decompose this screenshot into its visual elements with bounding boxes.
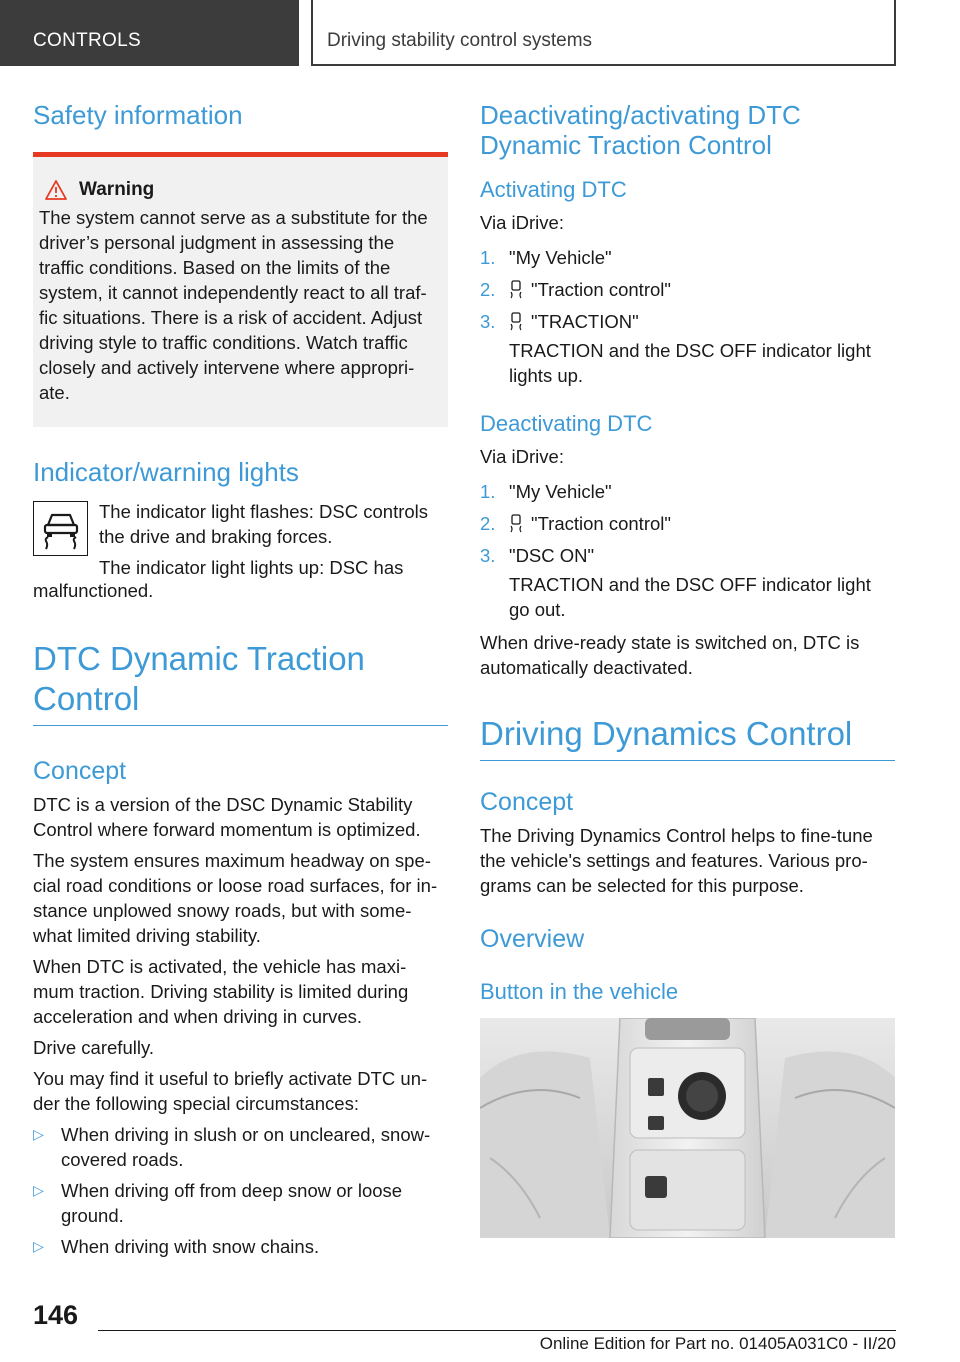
left-column (33, 100, 448, 1265)
deactivate-steps (480, 479, 895, 568)
indicator-lit-text-end: malfunctioned. (33, 580, 154, 601)
concept-paragraph-3: When DTC is activated, the vehicle has maxi‐ mum traction. Driving stability is limited during acceleration and when driving in curves. (33, 956, 409, 1027)
deactivating-dtc-heading: Deactivating DTC (480, 411, 653, 436)
warning-triangle-icon (45, 180, 67, 200)
ddc-main-heading: Driving Dynamics Control (480, 714, 895, 761)
dsc-skid-car-icon (33, 501, 88, 556)
safety-information-heading: Safety information (33, 100, 243, 130)
list-item: ▷ When driving off from deep snow or loose ground. (33, 1180, 403, 1226)
warning-label: Warning (79, 179, 155, 200)
concept-paragraph-5: You may find it useful to briefly activate DTC un‐ der the following special circumstances: (33, 1068, 428, 1114)
indicator-lights-heading: Indicator/warning lights (33, 457, 299, 487)
indicator-flash-text: The indicator light flashes: DSC controls the drive and braking forces. (99, 501, 429, 547)
warning-text: The system cannot serve as a substitute for the driver’s personal judgment in assessing the traffic conditions. Based on the limits of the system, it cannot independently react to all traf‐ fic situations. There is a risk of accident. Adjust driving style to traffic conditions. Watch traffic closely and actively intervene where appropri‐ ate. (39, 207, 428, 403)
button-in-vehicle-heading: Button in the vehicle (480, 979, 679, 1004)
ddc-concept-heading: Concept (480, 788, 574, 816)
overview-heading: Overview (480, 925, 585, 953)
triangle-bullet-icon: ▷ (33, 1238, 44, 1254)
center-console-photo (480, 1018, 895, 1238)
traction-car-icon (509, 513, 523, 533)
activate-steps (480, 245, 895, 334)
warning-box (33, 152, 448, 427)
header-chapter-tab (311, 0, 896, 66)
indicator-block (33, 499, 448, 580)
activating-dtc-heading: Activating DTC (480, 177, 627, 202)
footer-divider (98, 1330, 896, 1331)
concept-paragraph-2: The system ensures maximum headway on spe‐ cial road conditions or loose road surfaces, for in‐ stance unplowed snowy roads, but with some‐ what limited driving stability. (33, 850, 438, 946)
activate-result: TRACTION and the DSC OFF indicator light lights up. (509, 340, 871, 386)
list-item: 3. "TRACTION" (480, 311, 639, 332)
triangle-bullet-icon: ▷ (33, 1182, 44, 1198)
list-item: ▷ When driving in slush or on uncleared, snow-covered roads. (33, 1124, 431, 1170)
circumstances-list (33, 1122, 448, 1259)
deactivate-note: When drive-ready state is switched on, DTC is automatically deactivated. (480, 632, 860, 678)
list-item: 1. "My Vehicle" (480, 247, 612, 268)
footer-edition: Online Edition for Part no. 01405A031C0 - II/20 (539, 1334, 896, 1353)
list-item: ▷ When driving with snow chains. (33, 1236, 320, 1257)
traction-car-icon (509, 311, 523, 331)
deactivating-activating-heading: Deactivating/activating DTC Dynamic Traction Control (480, 100, 801, 160)
indicator-lit-text-start: The indicator light lights up: DSC has (99, 557, 404, 578)
via-idrive-label: Via iDrive: (480, 446, 564, 467)
right-column (480, 100, 895, 1238)
ddc-concept-text: The Driving Dynamics Control helps to fine-tune the vehicle's settings and features. Various pro‐ grams can be selected for this purpose. (480, 825, 873, 896)
dtc-main-heading: DTC Dynamic Traction Control (33, 639, 448, 726)
header-section-label: CONTROLS (33, 30, 141, 51)
via-idrive-label: Via iDrive: (480, 212, 564, 233)
concept-paragraph-1: DTC is a version of the DSC Dynamic Stability Control where forward momentum is optimized. (33, 794, 421, 840)
list-item: 2. "Traction control" (480, 513, 671, 534)
list-item: 2. "Traction control" (480, 279, 671, 300)
header-chapter-label: Driving stability control systems (327, 30, 593, 51)
traction-car-icon (509, 279, 523, 299)
page-number: 146 (33, 1300, 79, 1330)
indicator-text (99, 499, 448, 580)
list-item: 3. "DSC ON" (480, 545, 595, 566)
list-item: 1. "My Vehicle" (480, 481, 612, 502)
triangle-bullet-icon: ▷ (33, 1126, 44, 1142)
header-section-tab (0, 0, 299, 66)
dtc-concept-heading: Concept (33, 757, 127, 785)
concept-paragraph-4: Drive carefully. (33, 1037, 154, 1058)
warning-title (39, 179, 442, 201)
deactivate-result: TRACTION and the DSC OFF indicator light go out. (509, 574, 871, 620)
